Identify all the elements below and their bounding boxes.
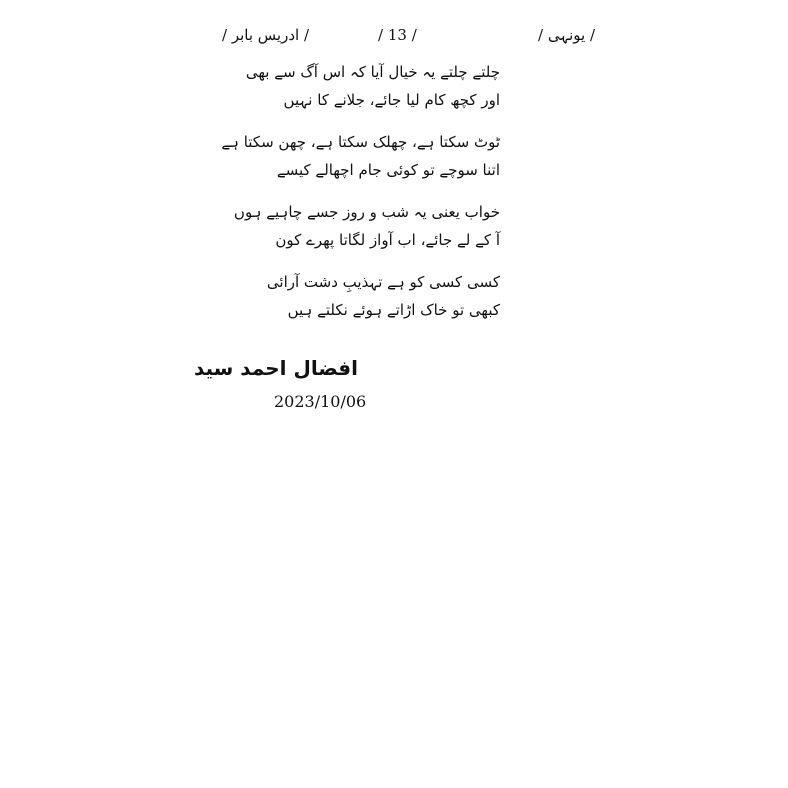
stanza-2: [221, 128, 500, 184]
page-header: [0, 26, 788, 50]
poem-line: چلتے چلتے یہ خیال آیا کہ اس آگ سے بھی: [245, 63, 500, 81]
poem-line: ٹوٹ سکتا ہے، چھلک سکتا ہے، چھن سکتا ہے: [221, 133, 500, 151]
header-book-title: / یونہی /: [538, 26, 596, 44]
poem-line: اور کچھ کام لیا جائے، جلانے کا نہیں: [283, 91, 500, 109]
poem-line: کسی کسی کو ہے تہذیبِ دشت آرائی: [266, 273, 500, 291]
signature-date: 2023/10/06: [274, 392, 367, 411]
poem-line: اتنا سوچے تو کوئی جام اچھالے کیسے: [276, 161, 500, 179]
page-number: / 13 /: [378, 26, 417, 44]
stanza-1: [245, 58, 500, 114]
poem-line: خواب یعنی یہ شب و روز جسے چاہیے ہوں: [233, 203, 500, 221]
stanza-4: [266, 268, 500, 324]
poem: [221, 58, 500, 338]
stanza-3: [233, 198, 500, 254]
author-signature: افضال احمد سید: [193, 356, 358, 380]
poem-line: آ کے لے جائے، اب آواز لگاتا پھرے کون: [275, 231, 500, 249]
header-author: / ادریس بابر /: [222, 26, 309, 44]
poem-line: کبھی تو خاک اڑاتے ہوئے نکلتے ہیں: [287, 301, 500, 319]
